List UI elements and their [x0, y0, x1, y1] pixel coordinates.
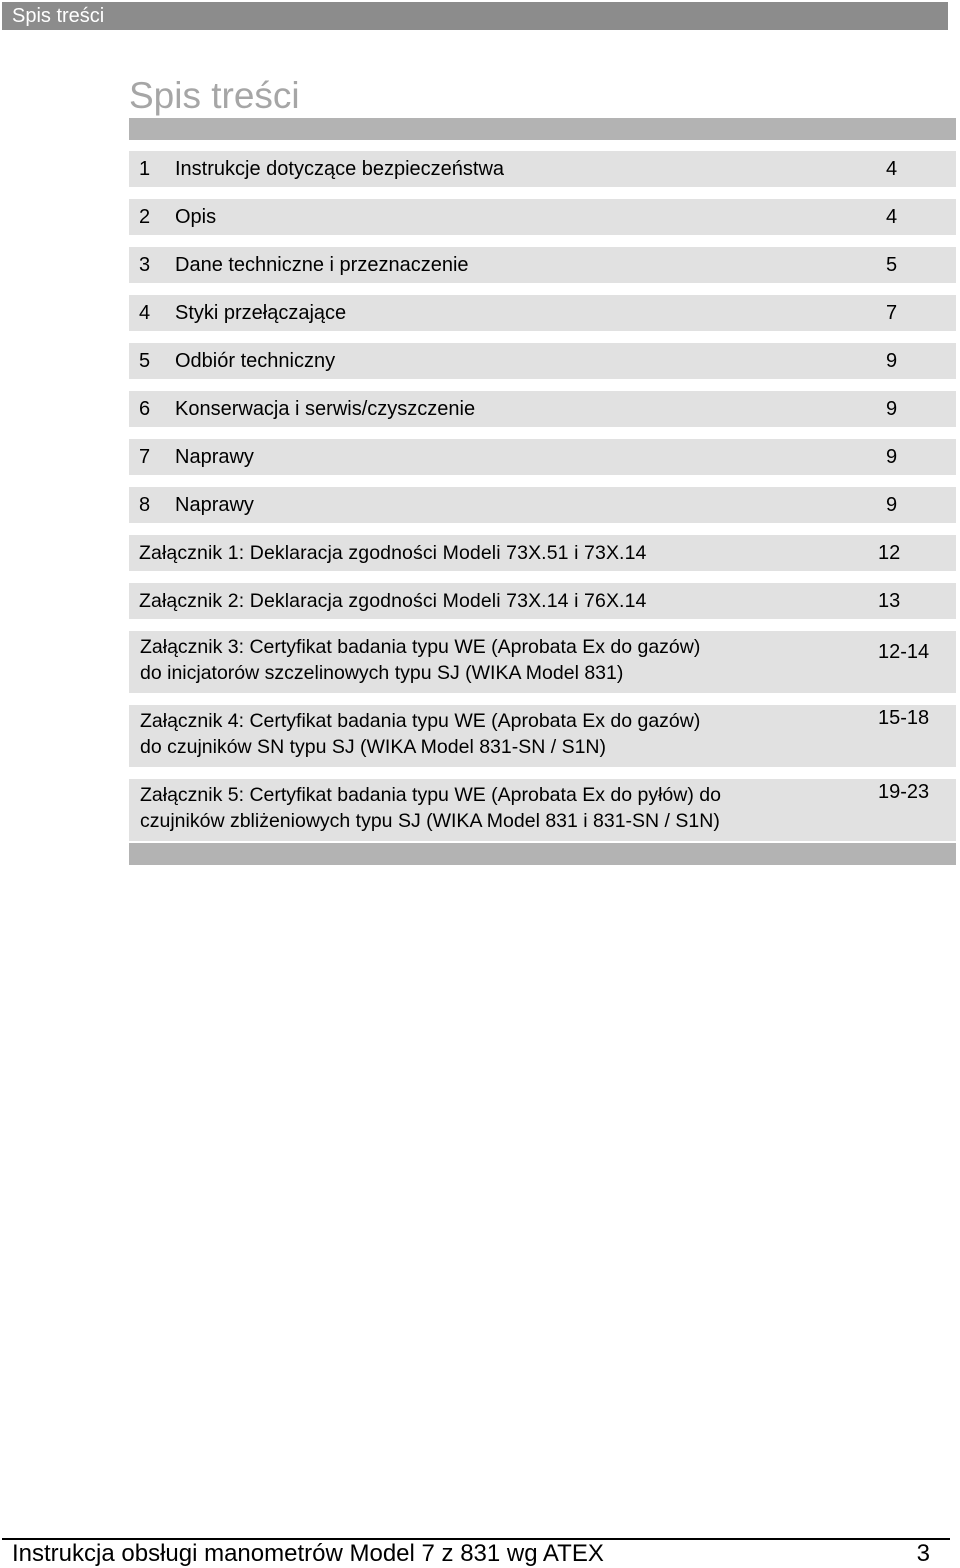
toc-annex-5[interactable]: [129, 779, 956, 841]
toc-entry-page: 4: [886, 205, 898, 228]
toc-annex-page: 12-14: [878, 641, 930, 663]
table-of-contents: [129, 151, 956, 853]
toc-entry-6[interactable]: [129, 391, 956, 427]
toc-entry-7[interactable]: [129, 439, 956, 475]
toc-entry-number: 8: [139, 493, 151, 516]
toc-entry-page: 9: [886, 397, 898, 420]
toc-entry-page: 9: [886, 493, 898, 516]
toc-entry-title: Styki przełączające: [175, 301, 347, 324]
toc-entry-number: 2: [139, 205, 151, 228]
toc-entry-4[interactable]: [129, 295, 956, 331]
toc-entry-1[interactable]: [129, 151, 956, 187]
toc-annex-title-line: Załącznik 4: Certyfikat badania typu WE (Aprobata Ex do gazów): [140, 710, 701, 732]
toc-entry-title: Odbiór techniczny: [175, 349, 336, 372]
toc-entry-page: 9: [886, 445, 898, 468]
toc-annex-1[interactable]: [129, 535, 956, 571]
title-divider: [129, 118, 956, 140]
page-footer: [2, 1538, 950, 1566]
toc-entry-title: Dane techniczne i przeznaczenie: [175, 253, 469, 276]
toc-annex-title: [129, 705, 866, 760]
toc-annex-page: 15-18: [878, 707, 930, 729]
toc-entry-page: 9: [886, 349, 898, 372]
toc-entry-title: Opis: [175, 205, 217, 228]
toc-annex-title-line: Załącznik 3: Certyfikat badania typu WE (Aprobata Ex do gazów): [140, 636, 701, 658]
footer-page-number: 3: [916, 1540, 930, 1567]
toc-annex-title-line: do inicjatorów szczelinowych typu SJ (WIKA Model 831): [140, 662, 624, 684]
toc-annex-title: [129, 779, 866, 834]
toc-annex-page: 12: [878, 541, 901, 564]
toc-entry-title: Instrukcje dotyczące bezpieczeństwa: [175, 157, 505, 180]
toc-entry-page: 4: [886, 157, 898, 180]
toc-entry-number: 5: [139, 349, 151, 372]
toc-annex-title: Załącznik 1: Deklaracja zgodności Modeli 73X.51 i 73X.14: [139, 541, 647, 564]
toc-entry-title: Naprawy: [175, 445, 254, 468]
toc-annex-page: 13: [878, 589, 901, 612]
toc-entry-title: Naprawy: [175, 493, 254, 516]
toc-annex-title: Załącznik 2: Deklaracja zgodności Modeli 73X.14 i 76X.14: [139, 589, 647, 612]
toc-annex-title: [129, 631, 866, 686]
toc-entry-number: 4: [139, 301, 151, 324]
section-header-label: Spis treści: [12, 5, 105, 27]
toc-entry-number: 3: [139, 253, 151, 276]
toc-entry-page: 7: [886, 301, 898, 324]
section-header-bar: [2, 2, 948, 30]
toc-annex-title-line: do czujników SN typu SJ (WIKA Model 831-SN / S1N): [140, 736, 607, 758]
toc-annex-4[interactable]: [129, 705, 956, 767]
toc-entry-title: Konserwacja i serwis/czyszczenie: [175, 397, 476, 420]
toc-annex-page: 19-23: [878, 781, 930, 803]
toc-entry-number: 7: [139, 445, 151, 468]
toc-entry-number: 6: [139, 397, 151, 420]
toc-entry-5[interactable]: [129, 343, 956, 379]
toc-entry-number: 1: [139, 157, 151, 180]
page-title: Spis treści: [129, 75, 300, 116]
toc-entry-page: 5: [886, 253, 898, 276]
footer-document-title: Instrukcja obsługi manometrów Model 7 z 831 wg ATEX: [12, 1540, 604, 1567]
toc-annex-2[interactable]: [129, 583, 956, 619]
toc-annex-3[interactable]: [129, 631, 956, 693]
toc-annex-title-line: Załącznik 5: Certyfikat badania typu WE (Aprobata Ex do pyłów) do: [140, 784, 721, 806]
toc-entry-2[interactable]: [129, 199, 956, 235]
toc-entry-3[interactable]: [129, 247, 956, 283]
toc-bottom-divider: [129, 843, 956, 865]
toc-annex-title-line: czujników zbliżeniowych typu SJ (WIKA Model 831 i 831-SN / S1N): [140, 810, 720, 832]
toc-entry-8[interactable]: [129, 487, 956, 523]
